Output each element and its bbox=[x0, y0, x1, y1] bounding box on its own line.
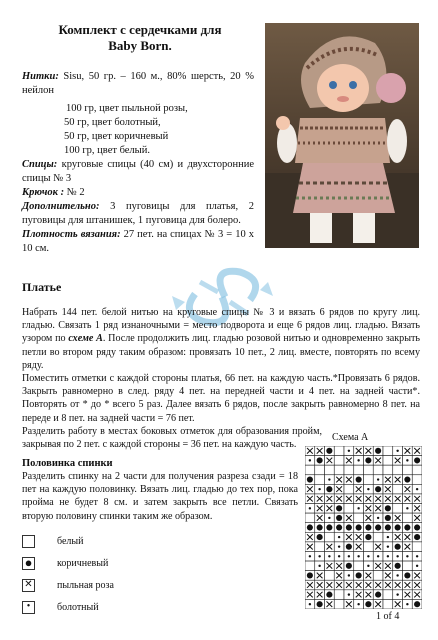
chart-cell bbox=[325, 532, 335, 542]
dress-text-3: Разделить работу в местах боковых отметок для образования пройм, закрывая по 2 пет. с каждой стороны = 36 пет. на каждую часть. bbox=[22, 425, 322, 451]
chart-small-dot-mark bbox=[377, 517, 379, 519]
page-number: 1 of 4 bbox=[376, 611, 400, 622]
chart-small-dot-mark bbox=[367, 565, 369, 567]
chart-dot-mark bbox=[326, 448, 332, 454]
knitting-chart-scheme-a bbox=[305, 446, 422, 609]
chart-dot-mark bbox=[336, 524, 342, 530]
chart-cell bbox=[354, 513, 364, 523]
schema-label: Схема А bbox=[332, 432, 369, 443]
chart-small-dot-mark bbox=[406, 507, 408, 509]
legend-label: белый bbox=[57, 535, 84, 547]
chart-cell bbox=[383, 456, 393, 466]
extra-text: 3 пуговицы для платья, 2 пуговицы для штанишек, 1 пуговица для болеро. bbox=[22, 201, 254, 226]
chart-small-dot-mark bbox=[348, 555, 350, 557]
chart-cell bbox=[305, 465, 315, 475]
chart-small-dot-mark bbox=[328, 555, 330, 557]
chart-dot-mark bbox=[365, 534, 371, 540]
chart-small-dot-mark bbox=[357, 459, 359, 461]
chart-cell bbox=[364, 542, 374, 552]
chart-cell bbox=[315, 542, 325, 552]
chart-cell bbox=[383, 465, 393, 475]
chart-dot-mark bbox=[307, 572, 313, 578]
chart-dot-mark bbox=[317, 534, 323, 540]
dress-text-2: Поместить отметки с каждой стороны платья, 66 пет. на каждую часть.*Провязать 6 рядов. Закрыть равномерно в след. ряду 4 пет. на передней части и 4 пет. на задней части*. Повторять от * до * всего 5 раз. Далее вязать 6 рядов, после закрыть равномерно 8 пет. на переде и 8 пет. на задней части = 76 пет. bbox=[22, 373, 420, 424]
chart-dot-mark bbox=[404, 524, 410, 530]
chart-cell bbox=[393, 504, 403, 514]
chart-small-dot-mark bbox=[396, 593, 398, 595]
chart-small-dot-mark bbox=[309, 507, 311, 509]
chart-small-dot-mark bbox=[367, 488, 369, 490]
document-title bbox=[40, 22, 240, 54]
legend-label: болотный bbox=[57, 601, 99, 613]
chart-dot-mark bbox=[346, 563, 352, 569]
chart-small-dot-mark bbox=[396, 450, 398, 452]
color-line-2: 50 гр, цвет болотный, bbox=[64, 117, 161, 128]
materials-block bbox=[22, 70, 254, 256]
chart-cell bbox=[393, 465, 403, 475]
chart-small-dot-mark bbox=[309, 603, 311, 605]
color-legend bbox=[22, 530, 114, 618]
chart-dot-mark bbox=[414, 601, 420, 607]
yarn-label: Нитки: bbox=[22, 71, 59, 82]
chart-cell bbox=[344, 484, 354, 494]
needles-label: Спицы: bbox=[22, 159, 58, 170]
chart-dot-mark bbox=[395, 524, 401, 530]
chart-dot-mark bbox=[307, 524, 313, 530]
chart-small-dot-mark bbox=[396, 574, 398, 576]
chart-small-dot-mark bbox=[416, 555, 418, 557]
chart-cell bbox=[403, 561, 413, 571]
legend-label: коричневый bbox=[57, 557, 109, 569]
chart-cell bbox=[393, 484, 403, 494]
chart-cell bbox=[373, 465, 383, 475]
chart-dot-mark bbox=[326, 592, 332, 598]
chart-cell bbox=[354, 561, 364, 571]
chart-dot-mark bbox=[356, 524, 362, 530]
hook-text: № 2 bbox=[64, 187, 85, 198]
chart-cell bbox=[373, 571, 383, 581]
chart-cell bbox=[334, 465, 344, 475]
chart-cell bbox=[315, 475, 325, 485]
dress-text-1a: Набрать 144 пет. белой нитью на круговые спицы № 3 и вязать 6 рядов по кругу лиц. гладью. Связать 1 ряд изнаночными = место подворота и еще 6 рядов лиц. гладью. Вязать узором по bbox=[22, 307, 420, 345]
chart-dot-mark bbox=[365, 601, 371, 607]
legend-item bbox=[22, 596, 114, 618]
chart-small-dot-mark bbox=[377, 478, 379, 480]
section-heading-back: Половинка спинки bbox=[22, 458, 113, 469]
chart-dot-mark bbox=[414, 524, 420, 530]
chart-dot-mark bbox=[385, 515, 391, 521]
chart-cell bbox=[334, 456, 344, 466]
legend-item bbox=[22, 530, 114, 552]
chart-small-dot-mark bbox=[357, 603, 359, 605]
chart-dot-mark bbox=[375, 592, 381, 598]
chart-small-dot-mark bbox=[406, 555, 408, 557]
chart-dot-mark bbox=[336, 505, 342, 511]
chart-dot-mark bbox=[346, 524, 352, 530]
chart-dot-mark bbox=[326, 486, 332, 492]
chart-dot-mark bbox=[326, 524, 332, 530]
chart-small-dot-mark bbox=[387, 536, 389, 538]
chart-small-dot-mark bbox=[318, 488, 320, 490]
chart-dot-mark bbox=[346, 544, 352, 550]
chart-dot-mark bbox=[395, 563, 401, 569]
chart-dot-mark bbox=[317, 457, 323, 463]
chart-dot-mark bbox=[356, 476, 362, 482]
cross-square-icon: ✕ bbox=[22, 579, 35, 592]
chart-dot-mark bbox=[317, 524, 323, 530]
legend-item bbox=[22, 552, 114, 574]
chart-small-dot-mark bbox=[318, 565, 320, 567]
chart-small-dot-mark bbox=[406, 603, 408, 605]
chart-cell bbox=[334, 590, 344, 600]
chart-cell bbox=[373, 532, 383, 542]
chart-cell bbox=[344, 504, 354, 514]
chart-small-dot-mark bbox=[357, 507, 359, 509]
dress-instructions bbox=[22, 306, 420, 451]
chart-small-dot-mark bbox=[328, 517, 330, 519]
chart-small-dot-mark bbox=[348, 574, 350, 576]
chart-cell bbox=[325, 465, 335, 475]
chart-small-dot-mark bbox=[387, 555, 389, 557]
chart-dot-mark bbox=[365, 457, 371, 463]
title-line-2: Baby Born. bbox=[108, 38, 172, 53]
chart-small-dot-mark bbox=[338, 536, 340, 538]
gauge-text: 27 пет. на спицах № 3 = 10 х 10 см. bbox=[22, 229, 255, 254]
color-line-1: 100 гр, цвет пыльной розы, bbox=[66, 103, 188, 114]
chart-dot-mark bbox=[385, 505, 391, 511]
legend-item bbox=[22, 574, 114, 596]
chart-small-dot-mark bbox=[406, 459, 408, 461]
hook-label: Крючок : bbox=[22, 187, 65, 198]
chart-small-dot-mark bbox=[338, 545, 340, 547]
section-heading-dress: Платье bbox=[22, 280, 62, 294]
chart-cell bbox=[412, 465, 422, 475]
chart-small-dot-mark bbox=[338, 555, 340, 557]
legend-label: пыльная роза bbox=[57, 579, 114, 591]
chart-dot-mark bbox=[317, 601, 323, 607]
chart-cell bbox=[383, 599, 393, 609]
back-instructions: Разделить спинку на 2 части для получения разреза сзади = 18 пет на каждую половинку. Вязать лиц. гладью до тех пор, пока пройма не будет 8 см. и затем закрыть все петли. Связать вторую половину спинки таким же образом. bbox=[22, 471, 298, 522]
chart-small-dot-mark bbox=[328, 478, 330, 480]
chart-cell bbox=[344, 465, 354, 475]
chart-small-dot-mark bbox=[416, 565, 418, 567]
chart-cell bbox=[364, 475, 374, 485]
chart-cell bbox=[383, 590, 393, 600]
chart-cell bbox=[305, 561, 315, 571]
chart-small-dot-mark bbox=[377, 555, 379, 557]
chart-small-dot-mark bbox=[387, 545, 389, 547]
chart-cell bbox=[334, 446, 344, 456]
yarn-text: Sisu, 50 гр. – 160 м., 80% шерсть, 20 % нейлон bbox=[22, 71, 254, 96]
chart-cell bbox=[412, 542, 422, 552]
chart-dot-mark bbox=[375, 486, 381, 492]
chart-cell bbox=[383, 446, 393, 456]
chart-small-dot-mark bbox=[309, 459, 311, 461]
needles-text: круговые спицы (40 см) и двухсторонние спицы № 3 bbox=[22, 159, 254, 184]
chart-dot-mark bbox=[365, 524, 371, 530]
chart-dot-mark bbox=[395, 544, 401, 550]
color-line-4: 100 гр, цвет белый. bbox=[64, 145, 150, 156]
chart-dot-mark bbox=[414, 457, 420, 463]
scheme-reference: схеме А bbox=[68, 333, 103, 345]
chart-dot-mark bbox=[336, 515, 342, 521]
gauge-label: Плотность вязания: bbox=[22, 229, 121, 240]
chart-dot-mark bbox=[375, 448, 381, 454]
chart-dot-mark bbox=[404, 572, 410, 578]
chart-dot-mark bbox=[356, 572, 362, 578]
chart-cell bbox=[315, 465, 325, 475]
chart-cell bbox=[354, 465, 364, 475]
chart-small-dot-mark bbox=[357, 555, 359, 557]
chart-dot-mark bbox=[307, 476, 313, 482]
chart-small-dot-mark bbox=[416, 488, 418, 490]
chart-small-dot-mark bbox=[318, 555, 320, 557]
extra-label: Дополнительно: bbox=[22, 201, 100, 212]
chart-cell bbox=[403, 513, 413, 523]
doll-photo bbox=[265, 23, 419, 248]
chart-small-dot-mark bbox=[396, 555, 398, 557]
title-line-1: Комплект с сердечками для bbox=[58, 22, 222, 37]
chart-small-dot-mark bbox=[309, 555, 311, 557]
chart-small-dot-mark bbox=[348, 593, 350, 595]
small-dot-square-icon: • bbox=[22, 601, 35, 614]
chart-cell bbox=[305, 513, 315, 523]
chart-small-dot-mark bbox=[348, 450, 350, 452]
chart-cell bbox=[412, 475, 422, 485]
chart-small-dot-mark bbox=[367, 555, 369, 557]
chart-cell bbox=[403, 465, 413, 475]
dress-text-1b: . После продолжить лиц. гладью розовой нитью и одновременно закрыть петли во втором ряду таким образом: провязать 10 пет., 2 лиц. вместе, повторять по всему ряду. bbox=[22, 333, 420, 371]
chart-cell bbox=[334, 599, 344, 609]
chart-cell bbox=[364, 465, 374, 475]
blank-square-icon bbox=[22, 535, 35, 548]
chart-dot-mark bbox=[375, 524, 381, 530]
color-line-3: 50 гр, цвет коричневый bbox=[64, 131, 169, 142]
big-dot-square-icon: ● bbox=[22, 557, 35, 570]
chart-cell bbox=[325, 571, 335, 581]
chart-dot-mark bbox=[414, 534, 420, 540]
chart-dot-mark bbox=[385, 524, 391, 530]
chart-dot-mark bbox=[404, 476, 410, 482]
